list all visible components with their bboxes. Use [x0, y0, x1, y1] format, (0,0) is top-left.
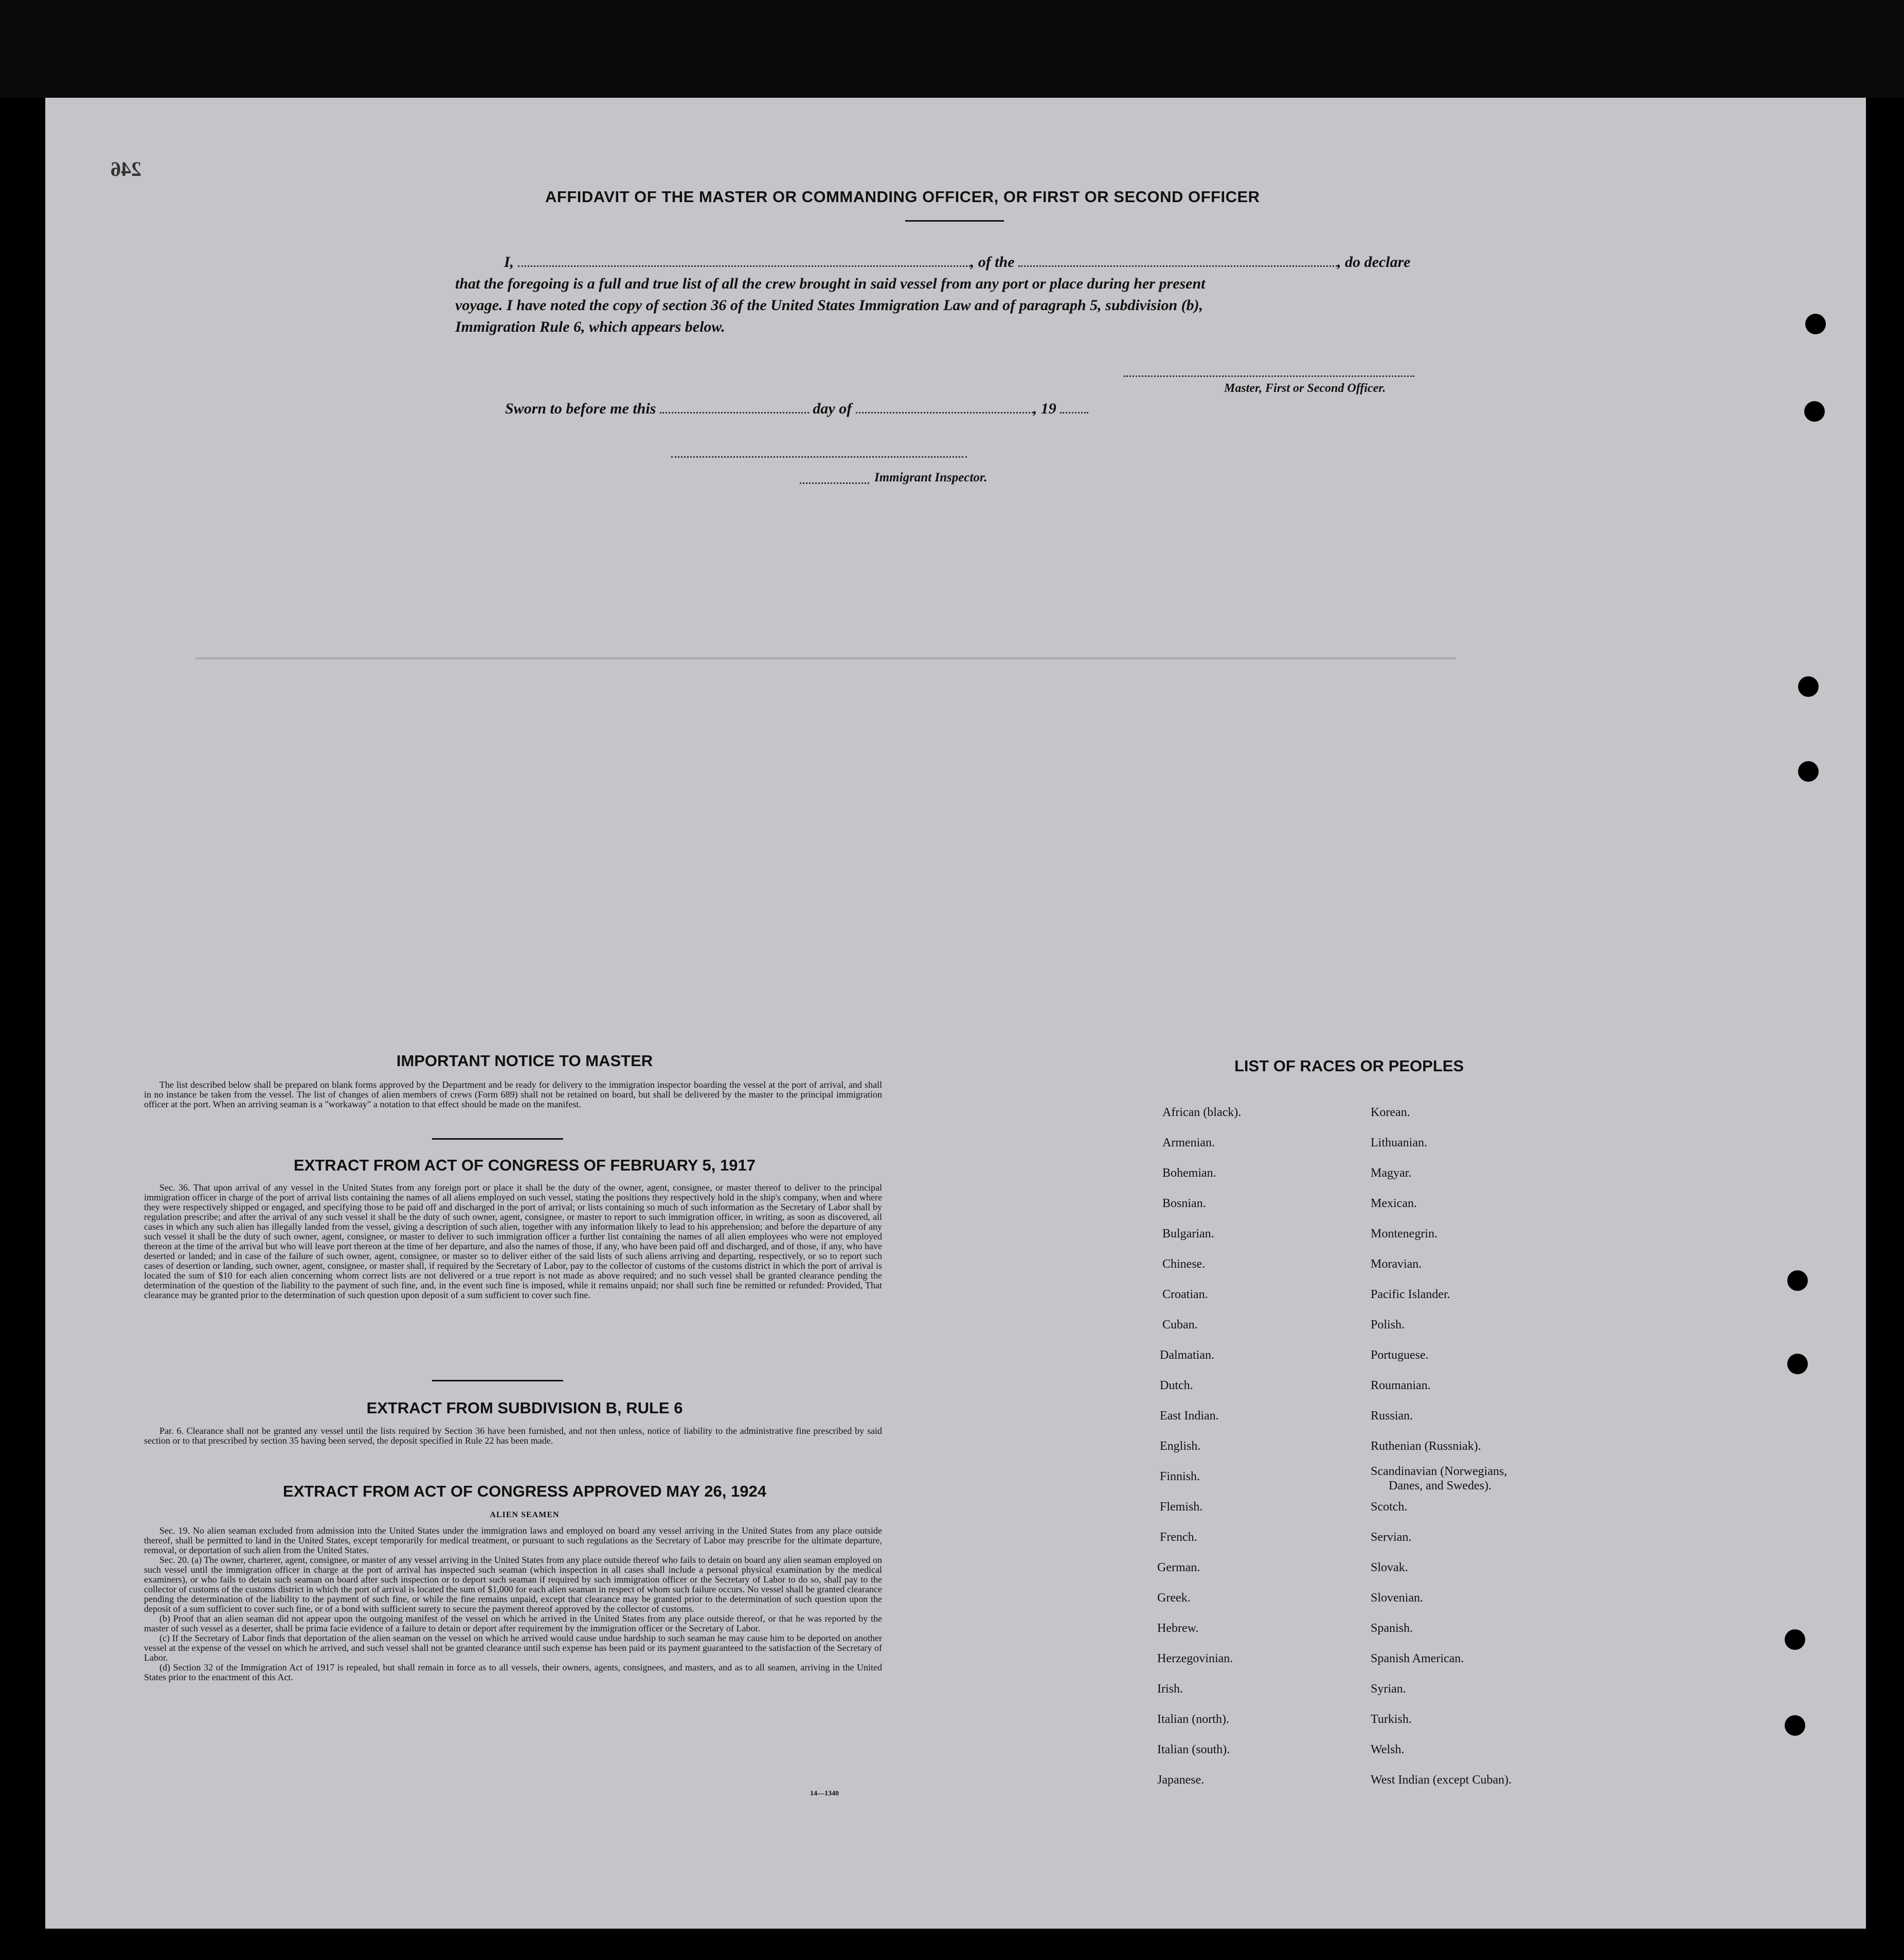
section-divider: [432, 1138, 563, 1140]
race-item: Mexican.: [1371, 1197, 1417, 1210]
section-20a-paragraph: Sec. 20. (a) The owner, charterer, agent, consignee, or master of any vessel arriving in the United States from any place outside thereof who fails to detain on board any alien seaman employed on such vessel until the immigration officer in charge at the port of arrival has inspected such seaman (which inspection in all cases shall include a personal physical examination by the medical examiners), or who fails to detain such seaman on board after such inspection or to deport such seaman if required by such immigration officer or the Secretary of Labor to do so, shall pay to the collector of customs of the customs district in which the port of arrival is located the sum of $1,000 for each alien seaman in respect of whom such failure occurs. No vessel shall be granted clearance pending the determination of the liability to the payment of such fine, or while the fine remains unpaid, except that clearance may be granted prior to the determination of such question upon the deposit of a sum sufficient to cover such fine, or of a bond with sufficient surety to secure the payment thereof approved by the collector of customs.: [144, 1555, 882, 1614]
binder-hole: [1798, 676, 1819, 697]
bleed-through-mark: [195, 657, 1456, 659]
inspector-label: Immigrant Inspector.: [874, 471, 987, 484]
notice-title: IMPORTANT NOTICE TO MASTER: [396, 1052, 653, 1070]
binder-hole: [1785, 1629, 1805, 1650]
race-item: Dutch.: [1160, 1379, 1193, 1392]
declarant-name-field[interactable]: [518, 265, 971, 267]
race-item: Pacific Islander.: [1371, 1288, 1450, 1301]
race-item: Chinese.: [1162, 1257, 1206, 1271]
title-divider: [905, 220, 1004, 222]
binder-hole: [1805, 314, 1826, 334]
extract-1917-body: [144, 1183, 882, 1300]
race-item: Italian (south).: [1157, 1743, 1230, 1756]
race-item: Moravian.: [1371, 1257, 1422, 1271]
race-item: Bulgarian.: [1162, 1227, 1214, 1240]
binder-hole: [1798, 761, 1819, 782]
inspector-signature-field[interactable]: [671, 456, 967, 458]
race-item: Irish.: [1157, 1682, 1183, 1696]
race-item: Welsh.: [1371, 1743, 1405, 1756]
affidavit-line1: [504, 254, 1410, 271]
section-divider: [432, 1380, 563, 1381]
declare-text: , do declare: [1337, 254, 1411, 271]
race-item: Roumanian.: [1371, 1379, 1431, 1392]
notice-paragraph: The list described below shall be prepared on blank forms approved by the Department and be ready for delivery to the immigration inspector boarding the vessel at the port of arrival, and shall in no instance be taken from the vessel. The list of changes of alien members of crews (Form 689) shall not be retained on board, but shall be delivered by the master to the principal immigration officer at the port. When an arriving seaman is a "workaway" a notation to that effect should be made on the manifest.: [144, 1080, 882, 1109]
race-item: East Indian.: [1160, 1409, 1219, 1423]
sworn-prefix: Sworn to before me this: [505, 400, 656, 417]
race-item: Hebrew.: [1157, 1622, 1199, 1635]
binder-hole: [1787, 1354, 1808, 1374]
year-prefix: , 19: [1033, 400, 1056, 417]
race-item: Bosnian.: [1162, 1197, 1206, 1210]
affidavit-line4: Immigration Rule 6, which appears below.: [455, 318, 725, 335]
alien-seamen-subtitle: ALIEN SEAMEN: [490, 1511, 560, 1519]
scan-top-edge: [0, 0, 1904, 98]
race-item: Herzegovinian.: [1157, 1652, 1233, 1665]
race-item: Turkish.: [1371, 1713, 1412, 1726]
section-20c-paragraph: (c) If the Secretary of Labor finds that deportation of the alien seaman on the vessel on which he arrived would cause undue hardship to such seaman he may cause him to be deported on another vessel at the expense of the vessel on which he arrived, and such vessel shall not be granted clearance until such expense has been paid or its payment guaranteed to the satisfaction of the Secretary of Labor.: [144, 1633, 882, 1663]
declarant-prefix: I,: [504, 254, 514, 271]
page-number-stamp: 246: [111, 157, 141, 181]
binder-hole: [1787, 1270, 1808, 1291]
race-item: Cuban.: [1162, 1318, 1198, 1332]
notice-body: [144, 1080, 882, 1109]
master-signature-label: Master, First or Second Officer.: [1224, 382, 1386, 395]
race-item: Japanese.: [1157, 1773, 1205, 1787]
race-item: Russian.: [1371, 1409, 1413, 1423]
sworn-month-field[interactable]: [856, 412, 1033, 413]
extract-1924-title: EXTRACT FROM ACT OF CONGRESS APPROVED MAY 26, 1924: [283, 1482, 766, 1500]
race-item: Lithuanian.: [1371, 1136, 1427, 1149]
race-item: Croatian.: [1162, 1288, 1208, 1301]
sworn-day-field[interactable]: [660, 412, 809, 413]
race-item: African (black).: [1162, 1106, 1242, 1119]
sworn-line: [505, 400, 1088, 418]
race-item: Scandinavian (Norwegians,: [1371, 1465, 1507, 1478]
race-item: Ruthenian (Russniak).: [1371, 1440, 1481, 1453]
race-item: Scotch.: [1371, 1500, 1408, 1514]
race-item: Finnish.: [1160, 1470, 1200, 1483]
extract-rule6-title: EXTRACT FROM SUBDIVISION B, RULE 6: [366, 1399, 683, 1417]
race-item: Slovak.: [1371, 1561, 1408, 1574]
races-title: LIST OF RACES OR PEOPLES: [1234, 1057, 1464, 1075]
vessel-prefix: , of the: [970, 254, 1015, 271]
vessel-name-field[interactable]: [1018, 265, 1337, 267]
race-item: Slovenian.: [1371, 1591, 1423, 1605]
race-item: German.: [1157, 1561, 1200, 1574]
affidavit-title: AFFIDAVIT OF THE MASTER OR COMMANDING OFFICER, OR FIRST OR SECOND OFFICER: [545, 188, 1260, 206]
day-of-label: day of: [813, 400, 852, 417]
race-item: Spanish American.: [1371, 1652, 1464, 1665]
race-item: Polish.: [1371, 1318, 1405, 1332]
affidavit-line3: voyage. I have noted the copy of section 36 of the United States Immigration Law and of paragraph 5, subdivision (b),: [455, 297, 1204, 314]
race-item: Armenian.: [1162, 1136, 1215, 1149]
section-20d-paragraph: (d) Section 32 of the Immigration Act of 1917 is repealed, but shall remain in force as to all vessels, their owners, agents, consignees, and masters, and as to all seamen, arriving in the United States prior to the enactment of this Act.: [144, 1662, 882, 1682]
extract-rule6-body: [144, 1426, 882, 1446]
inspector-prefix-field[interactable]: [800, 482, 869, 484]
race-item: Spanish.: [1371, 1622, 1413, 1635]
race-item: Bohemian.: [1162, 1166, 1216, 1180]
race-item: Flemish.: [1160, 1500, 1203, 1514]
race-item: Montenegrin.: [1371, 1227, 1438, 1240]
binder-hole: [1785, 1715, 1805, 1736]
binder-hole: [1804, 401, 1825, 422]
extract-1917-title: EXTRACT FROM ACT OF CONGRESS OF FEBRUARY 5, 1917: [294, 1156, 756, 1174]
race-item: West Indian (except Cuban).: [1371, 1773, 1512, 1787]
section-19-paragraph: Sec. 19. No alien seaman excluded from admission into the United States under the immigration laws and employed on board any vessel arriving in the United States from any place outside thereof, shall be permitted to land in the United States, except temporarily for medical treatment, or pursuant to such regulations as the Secretary of Labor may prescribe for the ultimate departure, removal, or deportation of such alien from the United States.: [144, 1525, 882, 1555]
race-item: Danes, and Swedes).: [1389, 1479, 1492, 1493]
form-number: 14—1340: [810, 1790, 839, 1797]
section-36-paragraph: Sec. 36. That upon arrival of any vessel in the United States from any foreign port or place it shall be the duty of the owner, agent, consignee, or master thereof to deliver to the principal immigration officer in charge of the port of arrival lists containing the names of all aliens employed on such vessel, stating the positions they respectively hold in the ship's company, when and where they were respectively shipped or engaged, and specifying those to be paid off and discharged in the port of arrival; or lists containing so much of such information as the Secretary of Labor shall by regulation prescribe; and after the arrival of any such vessel it shall be the duty of such owner, agent, consignee, or master to report to such immigration officer, in writing, as soon as discovered, all cases in which any such alien has illegally landed from the vessel, giving a description of such alien, together with any information likely to lead to his apprehension; and before the departure of any such vessel it shall be the duty of such owner, agent, consignee, or master to deliver to such immigration officer a further list containing the names of all alien employees who were not employed thereon at the time of the arrival but who will leave port thereon at the time of her departure, and also the names of those, if any, who have been paid off and discharged, and of those, if any, who have deserted or landed; and in case of the failure of such owner, agent, consignee, or master so to deliver either of the said lists of such aliens arriving and departing, respectively, or so to report such cases of desertion or landing, such owner, agent, consignee, or master shall, if required by the Secretary of Labor, pay to the collector of customs of the customs district in which the port of arrival is located the sum of $10 for each alien concerning whom correct lists are not delivered or a true report is not made as above required; and no such vessel shall be granted clearance pending the determination of the question of the liability to the payment of such fine, and, in the event such fine is imposed, while it remains unpaid; nor shall such fine be remitted or refunded: Provided, That clearance may be granted prior to the determination of such question upon deposit of a sum sufficient to cover such fine.: [144, 1182, 882, 1300]
race-item: Italian (north).: [1157, 1713, 1229, 1726]
extract-1924-body: [144, 1526, 882, 1682]
race-item: Korean.: [1371, 1106, 1410, 1119]
sworn-year-field[interactable]: [1060, 412, 1088, 413]
race-item: Servian.: [1371, 1531, 1412, 1544]
race-item: French.: [1160, 1531, 1197, 1544]
section-20b-paragraph: (b) Proof that an alien seaman did not appear upon the outgoing manifest of the vessel on which he arrived in the United States from any place outside thereof, or that he was reported by the master of such vessel as a deserter, shall be prima facie evidence of a failure to detain or deport after requirement by the immigration officer or the Secretary of Labor.: [144, 1613, 882, 1633]
master-signature-field[interactable]: [1124, 375, 1414, 377]
race-item: Portuguese.: [1371, 1348, 1429, 1362]
race-item: Syrian.: [1371, 1682, 1406, 1696]
race-item: Dalmatian.: [1160, 1348, 1214, 1362]
race-item: Greek.: [1157, 1591, 1191, 1605]
race-item: Magyar.: [1371, 1166, 1412, 1180]
race-item: English.: [1160, 1440, 1201, 1453]
rule6-paragraph: Par. 6. Clearance shall not be granted any vessel until the lists required by Section 36 have been furnished, and not then unless, notice of liability to the administrative fine prescribed by said section or to that prescribed by section 35 having been served, the deposit specified in Rule 22 has been made.: [144, 1426, 882, 1446]
affidavit-line2: that the foregoing is a full and true list of all the crew brought in said vessel from any port or place during her present: [455, 275, 1206, 292]
